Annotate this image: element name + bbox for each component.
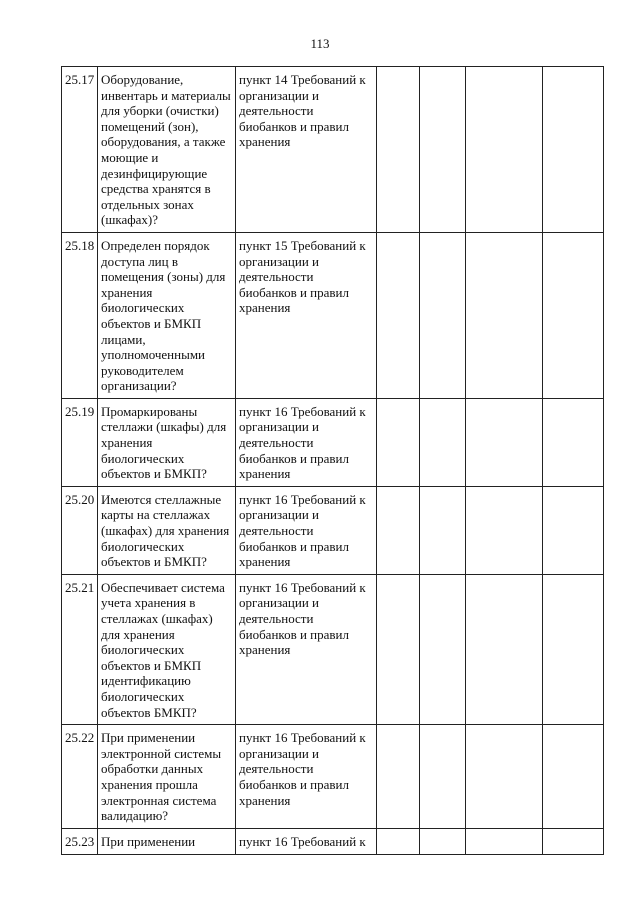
not-applicable-cell[interactable] xyxy=(466,828,543,854)
answer-no-cell[interactable] xyxy=(420,67,466,233)
answer-no-cell[interactable] xyxy=(420,486,466,574)
note-cell[interactable] xyxy=(543,574,604,724)
note-cell[interactable] xyxy=(543,725,604,829)
row-number: 25.20 xyxy=(62,486,98,574)
answer-no-cell[interactable] xyxy=(420,398,466,486)
table-row xyxy=(62,398,604,486)
answer-yes-cell[interactable] xyxy=(377,574,420,724)
note-cell[interactable] xyxy=(543,232,604,398)
table-row xyxy=(62,725,604,829)
not-applicable-cell[interactable] xyxy=(466,574,543,724)
not-applicable-cell[interactable] xyxy=(466,67,543,233)
row-number: 25.23 xyxy=(62,828,98,854)
answer-yes-cell[interactable] xyxy=(377,828,420,854)
answer-no-cell[interactable] xyxy=(420,725,466,829)
row-number: 25.22 xyxy=(62,725,98,829)
answer-no-cell[interactable] xyxy=(420,828,466,854)
checklist-table xyxy=(61,66,604,855)
note-cell[interactable] xyxy=(543,398,604,486)
regulation-reference: пункт 16 Требований к организации и деятельности биобанков и правил хранения xyxy=(236,486,377,574)
row-number: 25.19 xyxy=(62,398,98,486)
note-cell[interactable] xyxy=(543,828,604,854)
row-number: 25.17 xyxy=(62,67,98,233)
requirement-question: Определен порядок доступа лиц в помещения (зоны) для хранения биологических объектов и БМКП лицами, уполномоченными руководителем организации? xyxy=(98,232,236,398)
not-applicable-cell[interactable] xyxy=(466,232,543,398)
not-applicable-cell[interactable] xyxy=(466,486,543,574)
requirement-question: При применении xyxy=(98,828,236,854)
requirement-question: Имеются стеллажные карты на стеллажах (шкафах) для хранения биологических объектов и БМКП? xyxy=(98,486,236,574)
row-number: 25.18 xyxy=(62,232,98,398)
requirement-question: Обеспечивает система учета хранения в стеллажах (шкафах) для хранения биологических объектов и БМКП идентификацию биологических объектов БМКП? xyxy=(98,574,236,724)
table-row xyxy=(62,486,604,574)
not-applicable-cell[interactable] xyxy=(466,398,543,486)
requirement-question: Оборудование, инвентарь и материалы для уборки (очистки) помещений (зон), оборудования, а также моющие и дезинфицирующие средства хранятся в отдельных зонах (шкафах)? xyxy=(98,67,236,233)
not-applicable-cell[interactable] xyxy=(466,725,543,829)
answer-yes-cell[interactable] xyxy=(377,232,420,398)
answer-no-cell[interactable] xyxy=(420,574,466,724)
requirement-question: При применении электронной системы обработки данных хранения прошла электронная система валидацию? xyxy=(98,725,236,829)
regulation-reference: пункт 16 Требований к организации и деятельности биобанков и правил хранения xyxy=(236,725,377,829)
regulation-reference: пункт 15 Требований к организации и деятельности биобанков и правил хранения xyxy=(236,232,377,398)
table-row xyxy=(62,574,604,724)
note-cell[interactable] xyxy=(543,486,604,574)
regulation-reference: пункт 16 Требований к xyxy=(236,828,377,854)
requirement-question: Промаркированы стеллажи (шкафы) для хранения биологических объектов и БМКП? xyxy=(98,398,236,486)
table-row xyxy=(62,67,604,233)
table-row xyxy=(62,828,604,854)
row-number: 25.21 xyxy=(62,574,98,724)
regulation-reference: пункт 16 Требований к организации и деятельности биобанков и правил хранения xyxy=(236,574,377,724)
regulation-reference: пункт 14 Требований к организации и деятельности биобанков и правил хранения xyxy=(236,67,377,233)
page-number: 113 xyxy=(310,36,330,51)
regulation-reference: пункт 16 Требований к организации и деятельности биобанков и правил хранения xyxy=(236,398,377,486)
answer-no-cell[interactable] xyxy=(420,232,466,398)
table-row xyxy=(62,232,604,398)
answer-yes-cell[interactable] xyxy=(377,67,420,233)
answer-yes-cell[interactable] xyxy=(377,398,420,486)
answer-yes-cell[interactable] xyxy=(377,486,420,574)
note-cell[interactable] xyxy=(543,67,604,233)
answer-yes-cell[interactable] xyxy=(377,725,420,829)
